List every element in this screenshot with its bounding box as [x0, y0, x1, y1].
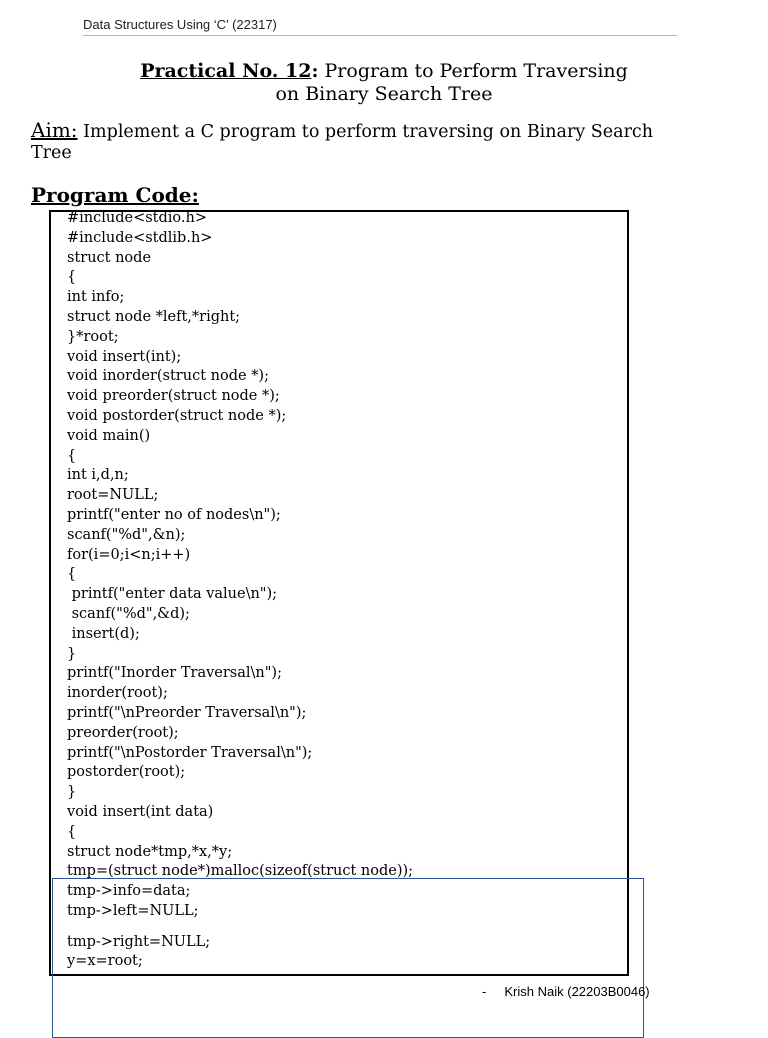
code-line: postorder(root);	[67, 764, 186, 781]
header-divider	[83, 35, 677, 36]
code-line: struct node *left,*right;	[67, 308, 241, 325]
code-line: #include<stdlib.h>	[67, 229, 213, 246]
code-line: #include<stdio.h>	[67, 210, 207, 226]
code-line: tmp=(struct node*)malloc(sizeof(struct node));	[67, 863, 414, 880]
code-line: scanf("%d",&d);	[67, 605, 190, 622]
code-line: struct node*tmp,*x,*y;	[67, 843, 233, 860]
code-line: {	[67, 823, 77, 840]
code-line: int info;	[67, 289, 125, 306]
code-line: inorder(root);	[67, 685, 168, 702]
code-line: {	[67, 566, 77, 583]
title-colon: :	[311, 60, 319, 82]
code-line: preorder(root);	[67, 724, 179, 741]
practical-number: Practical No. 12	[140, 60, 312, 82]
title-text-line2: on Binary Search Tree	[275, 83, 493, 105]
aim-text: Implement a C program to perform traversing on Binary Search Tree	[31, 122, 654, 163]
code-line: }*root;	[67, 328, 119, 345]
code-line: void inorder(struct node *);	[67, 368, 269, 385]
code-line: struct node	[67, 249, 152, 266]
code-line: printf("\nPreorder Traversal\n");	[67, 704, 307, 721]
code-line: void preorder(struct node *);	[67, 388, 280, 405]
code-line: for(i=0;i<n;i++)	[67, 546, 191, 563]
footer-author: - Krish Naik (22203B0046)	[482, 984, 650, 999]
code-line: printf("enter data value\n");	[67, 586, 278, 603]
code-line: scanf("%d",&n);	[67, 526, 186, 543]
practical-title	[60, 60, 708, 106]
code-line: int i,d,n;	[67, 467, 129, 484]
code-line: void insert(int data)	[67, 803, 214, 820]
code-line: {	[67, 447, 77, 464]
code-line: void insert(int);	[67, 348, 182, 365]
code-line: tmp->right=NULL;	[67, 933, 211, 950]
code-line: tmp->left=NULL;	[67, 902, 199, 919]
code-line: }	[67, 645, 77, 662]
code-line: }	[67, 784, 77, 801]
aim-section	[31, 120, 671, 164]
code-line: printf("\nPostorder Traversal\n");	[67, 744, 313, 761]
title-text-line1: Program to Perform Traversing	[318, 60, 628, 82]
code-line: {	[67, 269, 77, 286]
aim-label: Aim:	[31, 118, 78, 142]
code-line: tmp->info=data;	[67, 883, 191, 900]
program-code-listing	[67, 209, 413, 972]
code-line: insert(d);	[67, 625, 140, 642]
code-line: root=NULL;	[67, 487, 159, 504]
code-line: y=x=root;	[67, 953, 143, 970]
program-code-heading: Program Code:	[31, 183, 199, 207]
code-line: void postorder(struct node *);	[67, 407, 287, 424]
page-header-text: Data Structures Using ‘C’ (22317)	[83, 17, 277, 32]
code-line: printf("enter no of nodes\n");	[67, 506, 281, 523]
code-line: printf("Inorder Traversal\n");	[67, 665, 282, 682]
code-line: void main()	[67, 427, 151, 444]
